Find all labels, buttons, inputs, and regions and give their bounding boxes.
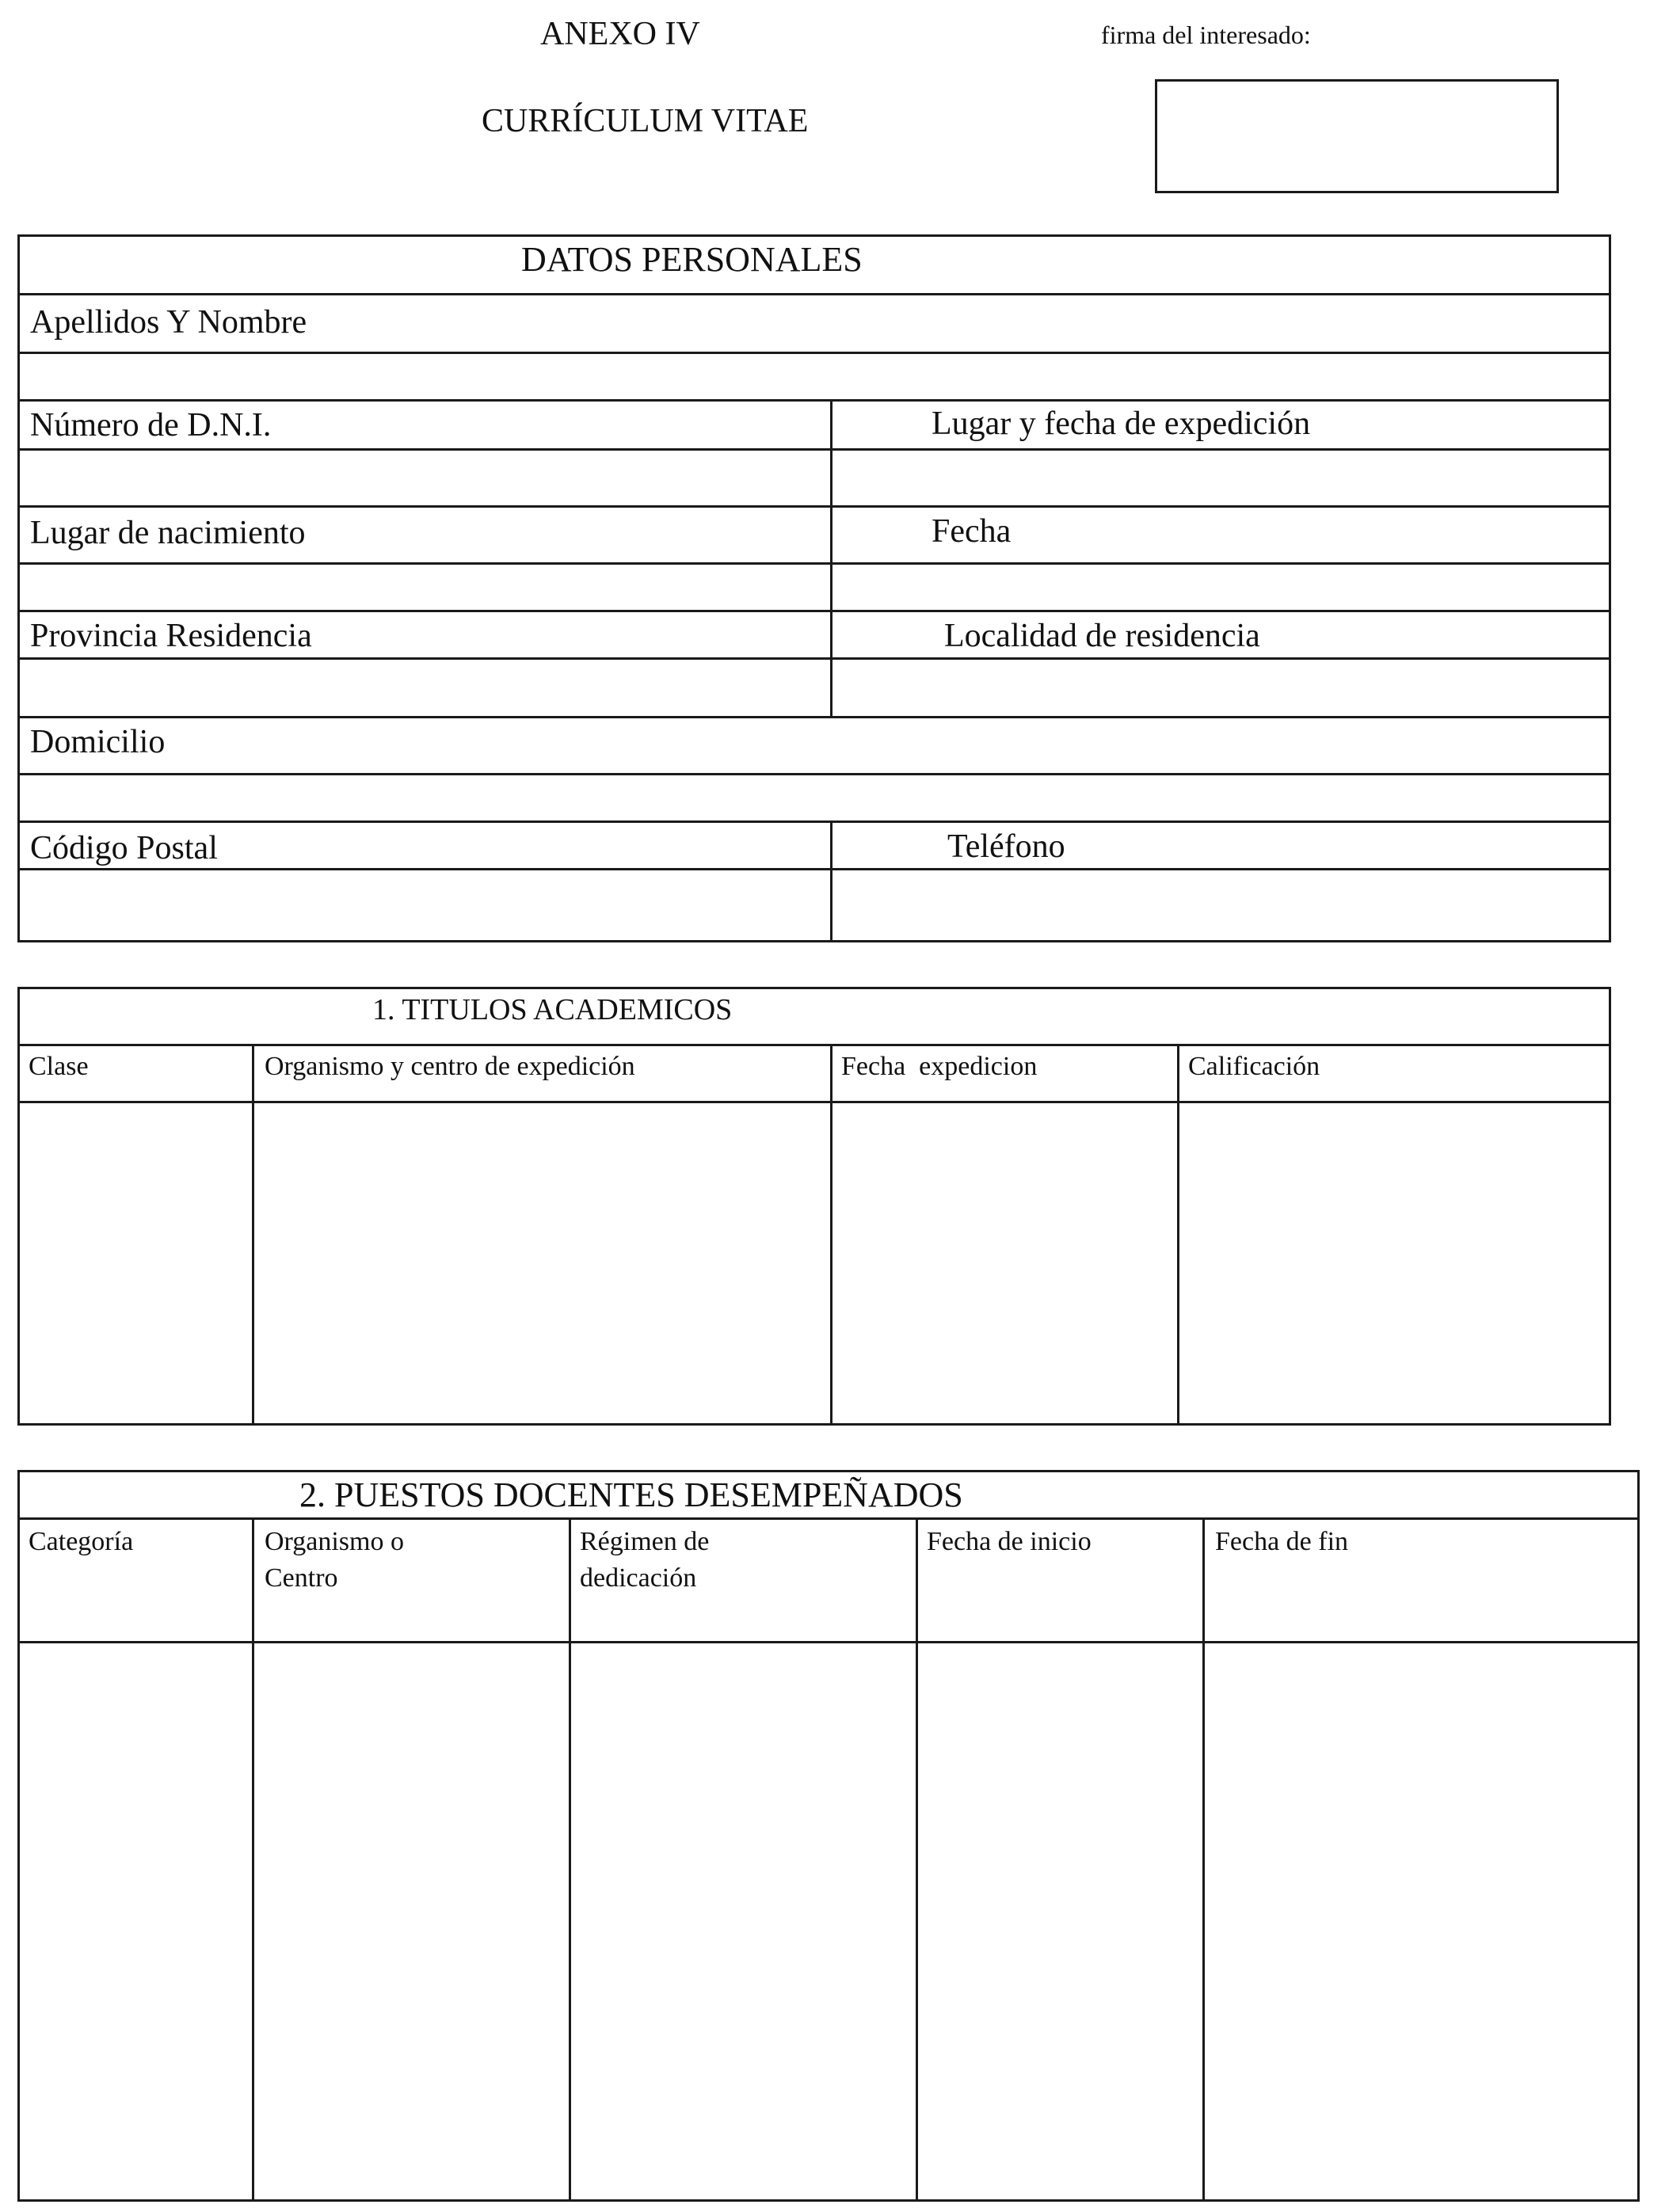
titulos-col-fecha: Fecha expedicion [841,1052,1038,1081]
titulos-clase-cell[interactable] [21,1104,250,1422]
puestos-col-organismo-line2: Centro [265,1563,338,1593]
telefono-label: Teléfono [947,828,1065,865]
titulos-calificacion-cell[interactable] [1180,1104,1608,1422]
puestos-organismo-cell[interactable] [255,1644,567,2199]
lugar-fecha-expedicion-label: Lugar y fecha de expedición [932,405,1311,442]
puestos-regimen-cell[interactable] [572,1644,914,2199]
puestos-col-fecha-inicio: Fecha de inicio [927,1527,1092,1556]
puestos-col-organismo: Organismo o [265,1527,404,1556]
provincia-residencia-field[interactable] [21,661,829,714]
titulos-col-clase: Clase [29,1052,89,1081]
domicilio-field[interactable] [21,776,1608,819]
localidad-residencia-field[interactable] [833,661,1608,714]
puestos-fecha-fin-cell[interactable] [1206,1644,1636,2199]
signature-label: firma del interesado: [1101,21,1311,49]
titulos-col-calificacion: Calificación [1188,1052,1320,1081]
puestos-col-regimen: Régimen de [580,1527,710,1556]
puestos-col-fecha-fin: Fecha de fin [1215,1527,1349,1556]
personal-data-heading: DATOS PERSONALES [521,240,863,279]
puestos-categoria-cell[interactable] [21,1644,250,2199]
page-title: CURRÍCULUM VITAE [482,103,809,139]
puestos-col-regimen-line2: dedicación [580,1563,697,1593]
codigo-postal-label: Código Postal [30,830,218,866]
domicilio-label: Domicilio [30,724,166,760]
annex-label: ANEXO IV [540,16,700,52]
provincia-residencia-label: Provincia Residencia [30,618,312,654]
apellidos-nombre-label: Apellidos Y Nombre [30,304,307,341]
codigo-postal-field[interactable] [21,871,829,939]
fecha-nacimiento-label: Fecha [932,513,1012,550]
titulos-heading: 1. TITULOS ACADEMICOS [372,993,733,1026]
dni-label: Número de D.N.I. [30,407,272,444]
puestos-heading: 2. PUESTOS DOCENTES DESEMPEÑADOS [299,1475,963,1514]
apellidos-nombre-field[interactable] [21,355,1608,398]
puestos-fecha-inicio-cell[interactable] [919,1644,1201,2199]
lugar-fecha-expedicion-field[interactable] [833,451,1608,504]
titulos-col-organismo: Organismo y centro de expedición [265,1052,635,1081]
telefono-field[interactable] [833,871,1608,939]
lugar-nacimiento-field[interactable] [21,565,829,608]
titulos-organismo-cell[interactable] [255,1104,829,1422]
signature-box[interactable] [1155,79,1559,193]
dni-field[interactable] [21,451,829,504]
titulos-fecha-cell[interactable] [833,1104,1175,1422]
lugar-nacimiento-label: Lugar de nacimiento [30,515,306,551]
localidad-residencia-label: Localidad de residencia [944,618,1260,654]
fecha-nacimiento-field[interactable] [833,565,1608,608]
puestos-col-categoria: Categoría [29,1527,134,1556]
